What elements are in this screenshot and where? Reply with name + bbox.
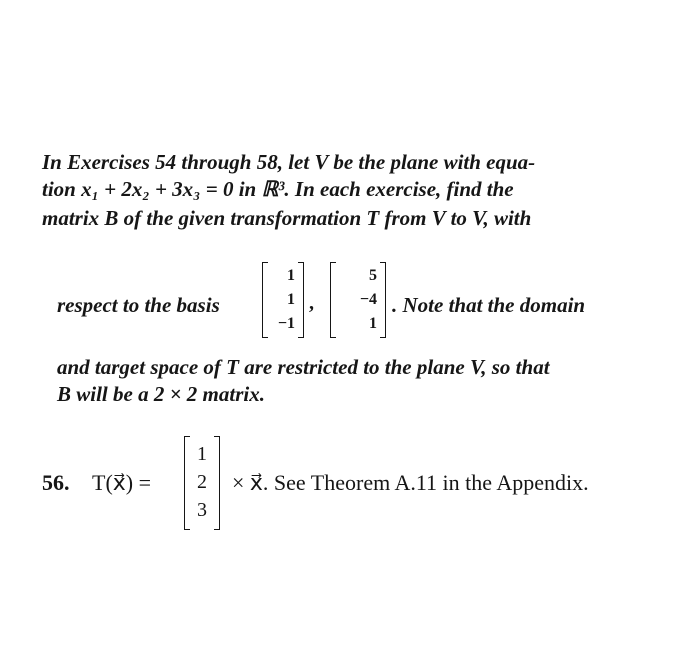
vector-entry: −4 <box>359 291 377 308</box>
right-bracket <box>214 436 220 530</box>
right-bracket <box>298 262 304 338</box>
left-bracket <box>184 436 190 530</box>
vector-entry: 1 <box>287 291 295 308</box>
exercise-rhs: × x⃗. See Theorem A.11 in the Appendix. <box>232 470 589 495</box>
vector-entry: 1 <box>369 315 377 332</box>
right-bracket <box>380 262 386 338</box>
intro-line-5: and target space of T are restricted to the plane V, so that <box>57 355 550 379</box>
left-bracket <box>330 262 336 338</box>
exercise-lhs: T(x⃗) = <box>92 470 152 495</box>
intro-line-1: In Exercises 54 through 58, let V be the plane with equa- <box>42 150 536 174</box>
intro-line-2: tion x₁ + 2x₂ + 3x₃ = 0 in ℝ³. In each exercise, find the <box>42 177 514 201</box>
intro-line-6: B will be a 2 × 2 matrix. <box>57 382 265 406</box>
basis-comma: , <box>309 292 314 314</box>
basis-vector-2 <box>330 262 386 338</box>
vector-entry: 3 <box>197 499 207 521</box>
basis-suffix: . Note that the domain <box>392 293 586 317</box>
left-bracket <box>262 262 268 338</box>
basis-prefix: respect to the basis <box>57 293 220 317</box>
exercise-number: 56. <box>42 470 70 495</box>
vector-entry: 2 <box>197 471 207 493</box>
vector-entry: 1 <box>287 267 295 284</box>
vector-entry: 5 <box>369 267 377 284</box>
intro-line-3: matrix B of the given transformation T from V to V, with <box>42 206 532 230</box>
exercise-vector <box>184 436 220 530</box>
vector-entry: 1 <box>197 443 207 465</box>
vector-entry: −1 <box>277 315 295 332</box>
basis-vector-1 <box>262 262 304 338</box>
